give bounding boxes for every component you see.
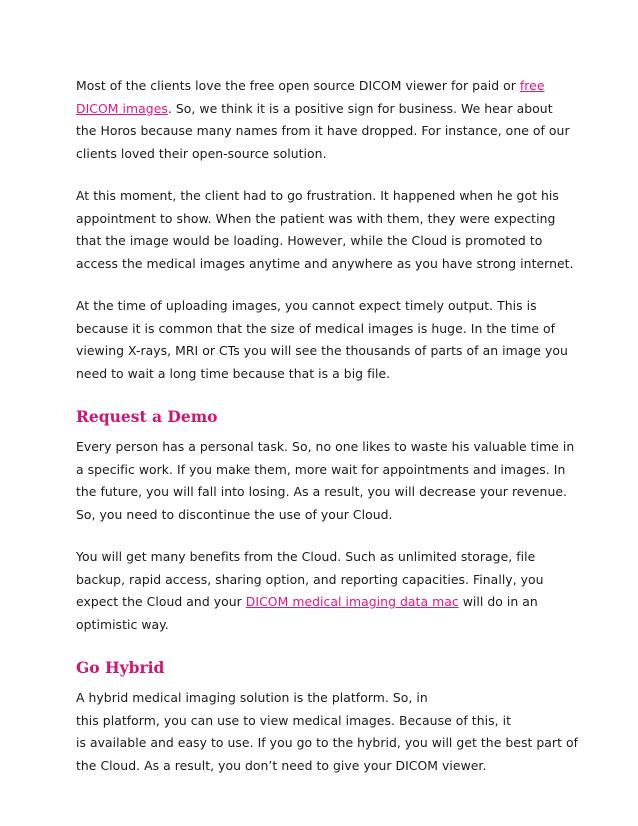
text-line: the Cloud. As a result, you don’t need to give your DICOM viewer. — [76, 757, 487, 773]
paragraph-hybrid — [76, 687, 579, 777]
text-line: this platform, you can use to view medical images. Because of this, it — [76, 712, 511, 728]
paragraph-horos — [76, 75, 572, 165]
text-line: You will get many benefits from the Cloud. Such as unlimited storage, file — [76, 549, 536, 564]
text-span: Most of the clients love the free open source DICOM viewer for paid or — [76, 78, 520, 93]
text-span: will do in an — [458, 594, 538, 609]
text-line: because it is common that the size of medical images is huge. In the time of — [76, 320, 556, 336]
text-line — [76, 98, 572, 121]
text-line: A hybrid medical imaging solution is the platform. So, in — [76, 690, 428, 705]
text-line: is available and easy to use. If you go to the hybrid, you will get the best part of — [76, 735, 579, 750]
free-dicom-images-link-part1[interactable]: free — [519, 78, 545, 93]
paragraph-uploading — [76, 295, 572, 385]
text-line: the Horos because many names from it have dropped. For instance, one of our — [76, 123, 570, 138]
paragraph-frustration — [76, 185, 572, 275]
text-line: optimistic way. — [76, 616, 169, 632]
text-line: At this moment, the client had to go frustration. It happened when he got his — [76, 188, 559, 203]
text-line: the future, you will fall into losing. As a result, you will decrease your revenue. — [76, 484, 568, 499]
paragraph-benefits — [76, 546, 572, 636]
text-line — [76, 75, 572, 98]
heading-go-hybrid: Go Hybrid — [76, 658, 165, 677]
text-line: At the time of uploading images, you cannot expect timely output. This is — [76, 298, 537, 313]
text-line: backup, rapid access, sharing option, and reporting capacities. Finally, you — [76, 571, 544, 587]
text-line: need to wait a long time because that is a big file. — [76, 365, 391, 381]
text-line: that the image would be loading. However, while the Cloud is promoted to — [76, 233, 543, 248]
text-line: appointment to show. When the patient was with them, they were expecting — [76, 210, 556, 226]
paragraph-personal-task — [76, 436, 575, 526]
heading-request-a-demo: Request a Demo — [76, 407, 218, 426]
text-line — [76, 591, 572, 614]
text-span: expect the Cloud and your — [76, 594, 246, 609]
text-line: So, you need to discontinue the use of your Cloud. — [76, 506, 393, 522]
document-body — [76, 75, 579, 797]
free-dicom-images-link-part2[interactable]: DICOM images — [76, 100, 168, 116]
text-line: a specific work. If you make them, more wait for appointments and images. In — [76, 461, 566, 477]
text-span: . So, we think it is a positive sign for business. We hear about — [167, 100, 553, 116]
text-line: Every person has a personal task. So, no one likes to waste his valuable time in — [76, 439, 575, 454]
dicom-medical-imaging-data-mac-link[interactable]: DICOM medical imaging data mac — [245, 594, 459, 609]
text-line: viewing X-rays, MRI or CTs you will see the thousands of parts of an image you — [76, 343, 568, 358]
text-line: clients loved their open-source solution. — [76, 145, 327, 161]
text-line: access the medical images anytime and anywhere as you have strong internet. — [76, 255, 574, 271]
